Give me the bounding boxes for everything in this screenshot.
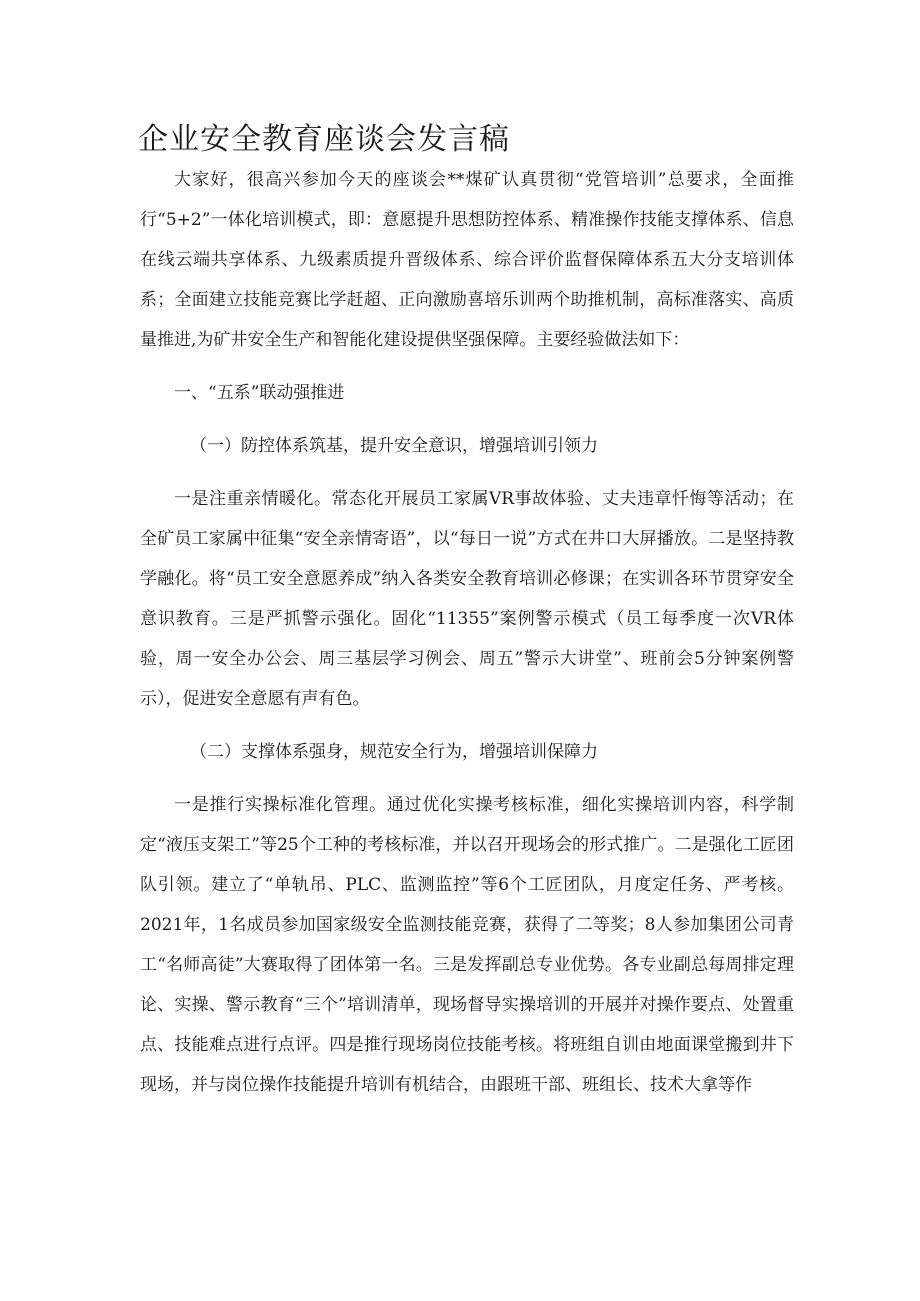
subsection-heading-2: （二）支撑体系强身，规范安全行为，增强培训保障力: [190, 742, 598, 762]
subsection-paragraph-2: 一是推行实操标准化管理。通过优化实操考核标准，细化实操培训内容，科学制定“液压支架工”等25个工种的考核标准，并以召开现场会的形式推广。二是强化工匠团队引领。建立了“单轨吊、PLC、监测监控”等6个工匠团队，月度定任务、严考核。2021年，1名成员参加国家级安全监测技能竞赛，获得了二等奖；8人参加集团公司青工“名师高徒”大赛取得了团体第一名。三是发挥副总专业优势。各专业副总每周排定理论、实操、警示教育“三个”培训清单，现场督导实操培训的开展并对操作要点、处置重点、技能难点进行点评。四是推行现场岗位技能考核。将班组自训由地面课堂搬到井下现场，并与岗位操作技能提升培训有机结合，由跟班干部、班组长、技术大拿等作: [140, 795, 794, 1095]
section-heading-1: 一、“五系”联动强推进: [174, 383, 345, 403]
intro-paragraph: 大家好，很高兴参加今天的座谈会**煤矿认真贯彻“党管培训”总要求，全面推行“5+2”一体化培训模式，即：意愿提升思想防控体系、精准操作技能支撑体系、信息在线云端共享体系、九级素质提升晋级体系、综合评价监督保障体系五大分支培训体系；全面建立技能竞赛比学赶超、正向激励喜培乐训两个助推机制，高标准落实、高质量推进,为矿井安全生产和智能化建设提供坚强保障。主要经验做法如下：: [140, 170, 794, 350]
subsection-paragraph-1: 一是注重亲情暖化。常态化开展员工家属VR事故体验、丈夫违章忏悔等活动；在全矿员工家属中征集“安全亲情寄语”，以“每日一说”方式在井口大屏播放。二是坚持教学融化。将“员工安全意愿养成”纳入各类安全教育培训必修课；在实训各环节贯穿安全意识教育。三是严抓警示强化。固化“11355”案例警示模式（员工每季度一次VR体验，周一安全办公会、周三基层学习例会、周五”警示大讲堂”、班前会5分钟案例警示），促进安全意愿有声有色。: [140, 489, 794, 709]
subsection-heading-1: （一）防控体系筑基，提升安全意识，增强培训引领力: [190, 436, 598, 456]
document-body: [140, 160, 794, 1105]
document-title: 企业安全教育座谈会发言稿: [138, 122, 510, 157]
